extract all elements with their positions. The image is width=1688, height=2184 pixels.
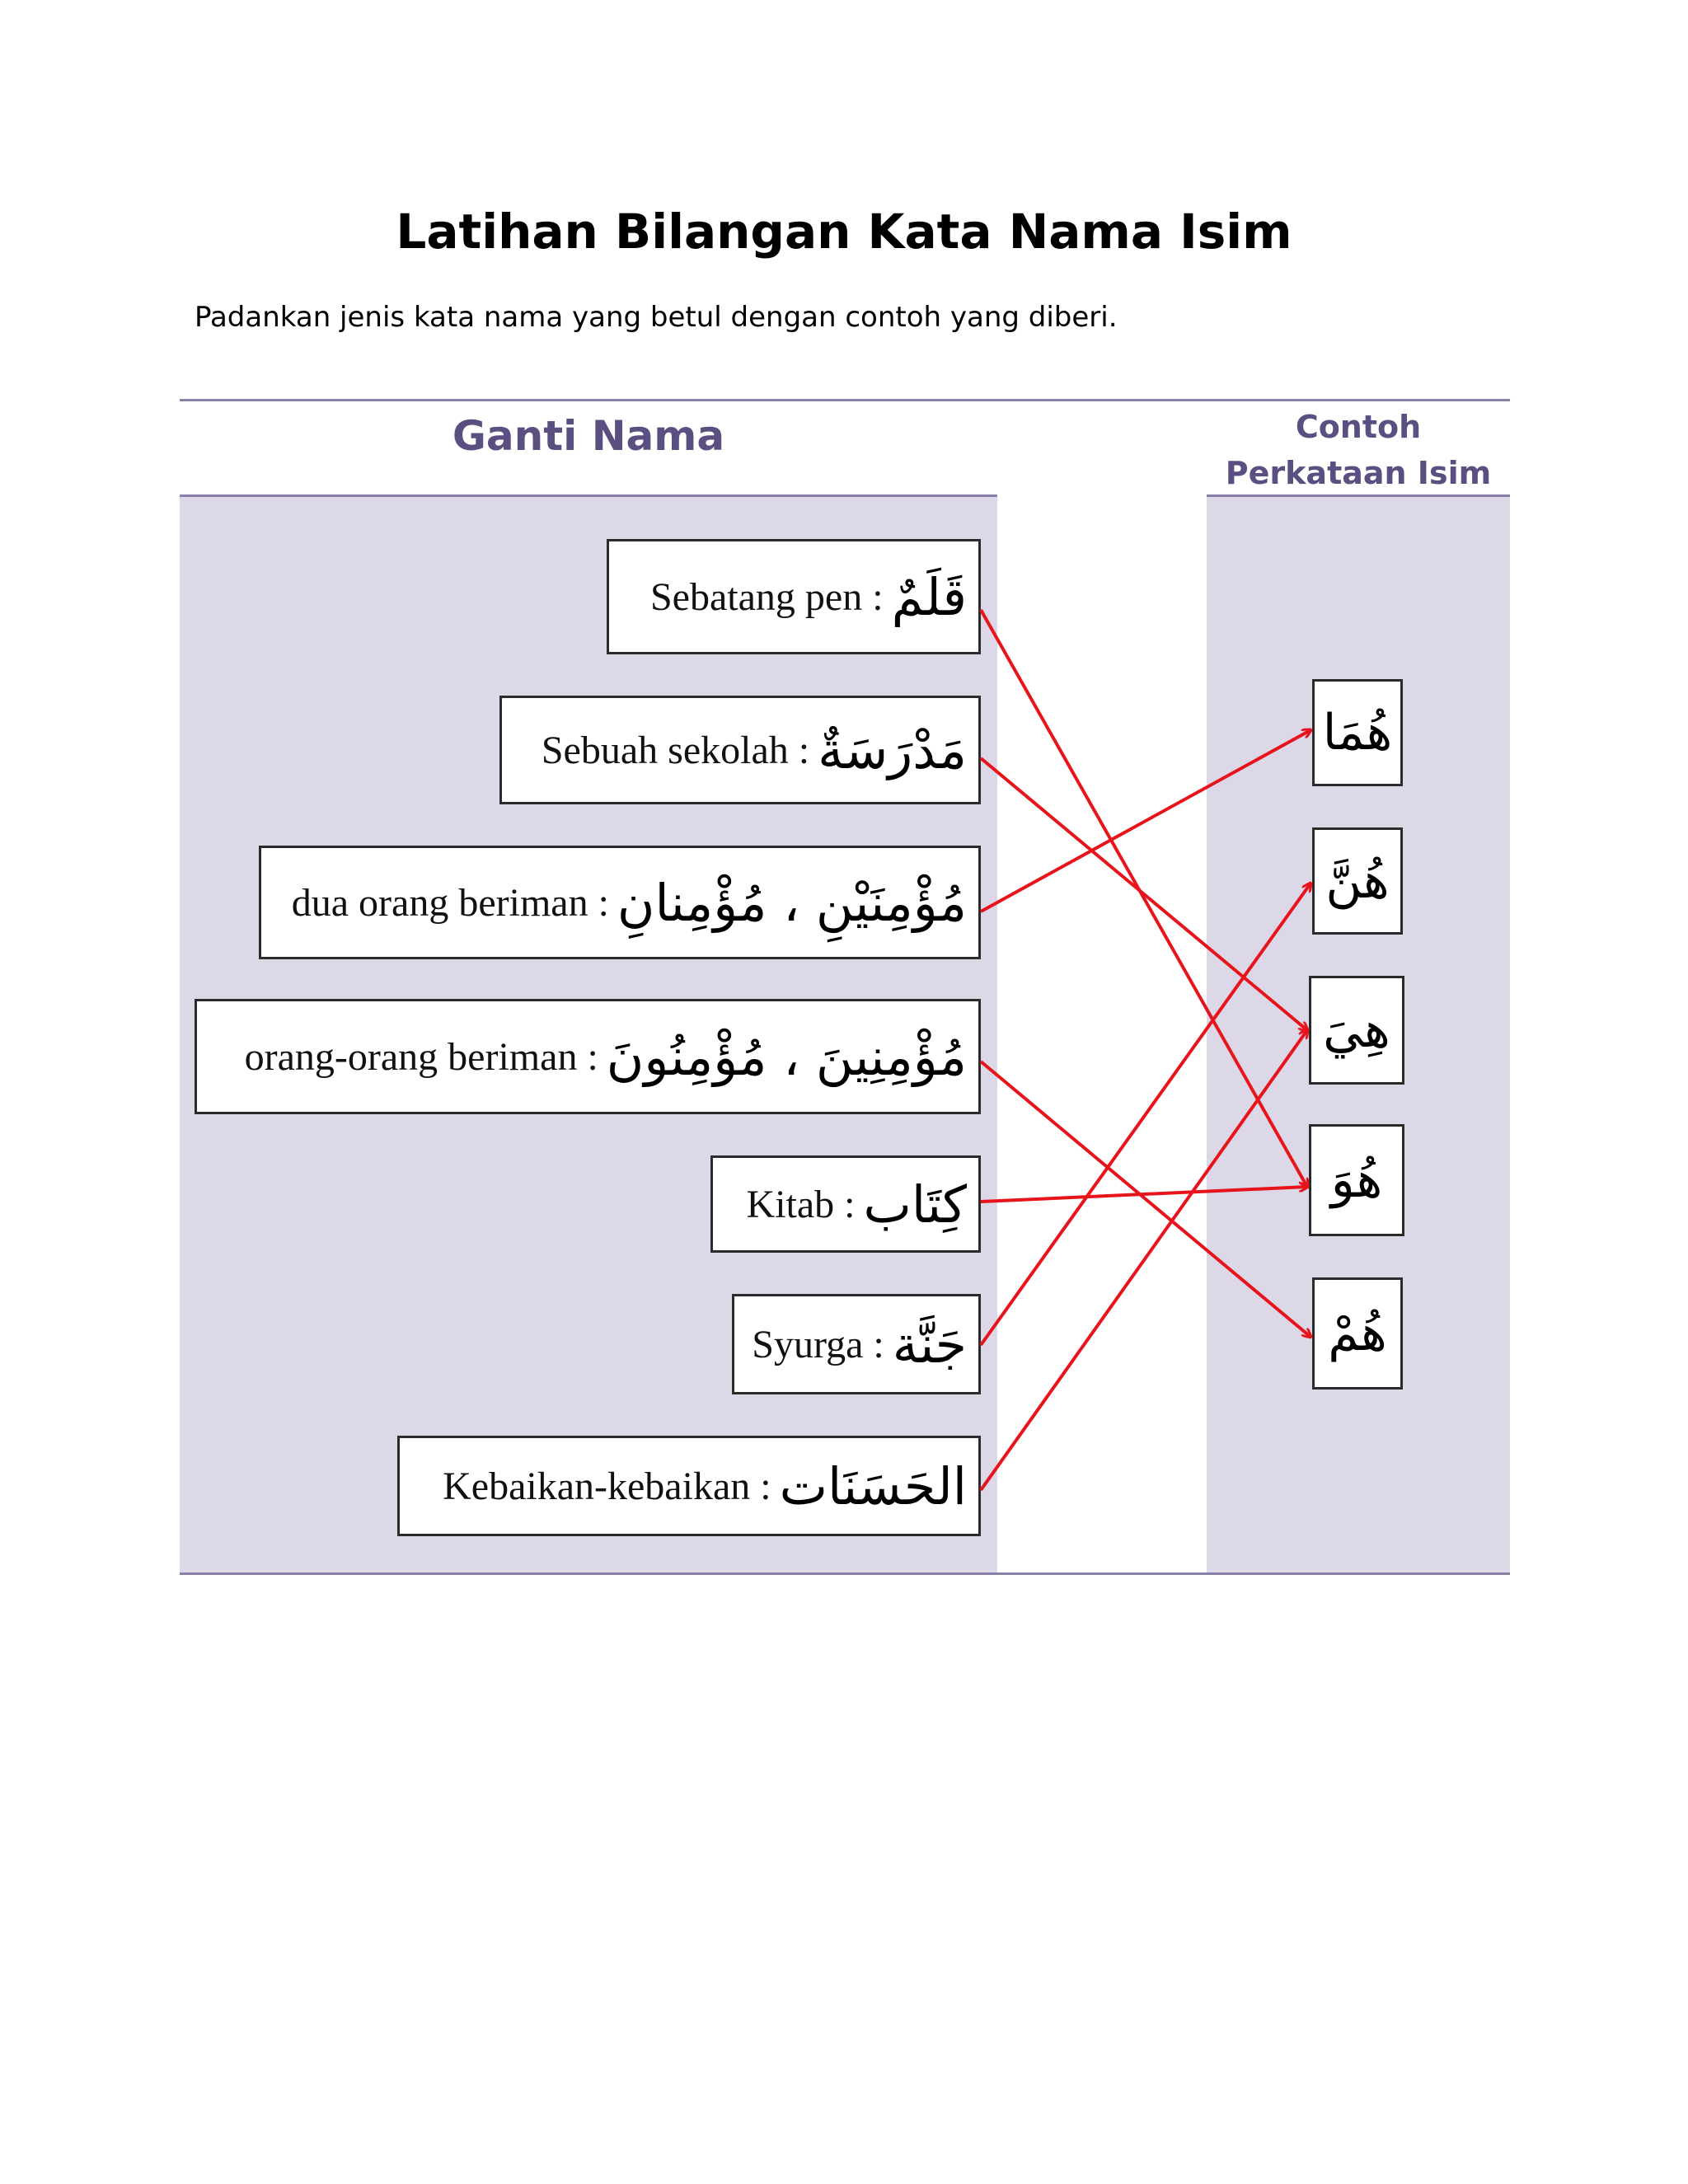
page-title: Latihan Bilangan Kata Nama Isim — [396, 204, 1292, 260]
example-label: Sebatang pen : — [649, 574, 884, 619]
example-label: Kitab : — [746, 1182, 856, 1226]
pronoun-box-huwa: هُوَ — [1309, 1124, 1404, 1236]
example-label: Sebuah sekolah : — [541, 728, 810, 772]
example-arabic: قَلَمٌ — [891, 566, 967, 627]
header-perkataan-isim: Perkataan Isim — [1225, 455, 1492, 491]
example-arabic: مَدْرَسَةٌ — [818, 719, 967, 780]
example-label: Kebaikan-kebaikan : — [443, 1464, 771, 1508]
match-arrow — [981, 730, 1311, 912]
match-arrow — [981, 883, 1311, 1345]
instruction-text: Padankan jenis kata nama yang betul dengan contoh yang diberi. — [195, 301, 1118, 334]
header-contoh: Contoh — [1295, 409, 1422, 445]
pronoun-box-hum: هُمْ — [1312, 1277, 1403, 1390]
example-arabic: كِتَاب — [863, 1174, 967, 1235]
example-label: Syurga : — [752, 1322, 884, 1366]
example-label: orang-orang beriman : — [244, 1034, 598, 1079]
match-arrow — [981, 758, 1307, 1030]
pronoun-box-huma: هُمَا — [1312, 679, 1403, 786]
example-arabic: جَنَّة — [892, 1314, 967, 1375]
example-label: dua orang beriman : — [291, 880, 609, 925]
example-arabic: مُؤْمِنَيْنِ ، مُؤْمِنانِ — [617, 872, 967, 933]
example-arabic: مُؤْمِنِينَ ، مُؤْمِنُونَ — [606, 1026, 967, 1087]
match-arrow — [981, 1030, 1307, 1490]
pronoun-box-hiya: هِيَ — [1309, 976, 1404, 1085]
example-arabic: الحَسَنَات — [779, 1455, 967, 1516]
pronoun-box-hunna: هُنَّ — [1312, 827, 1403, 935]
header-ganti-nama: Ganti Nama — [452, 412, 725, 460]
